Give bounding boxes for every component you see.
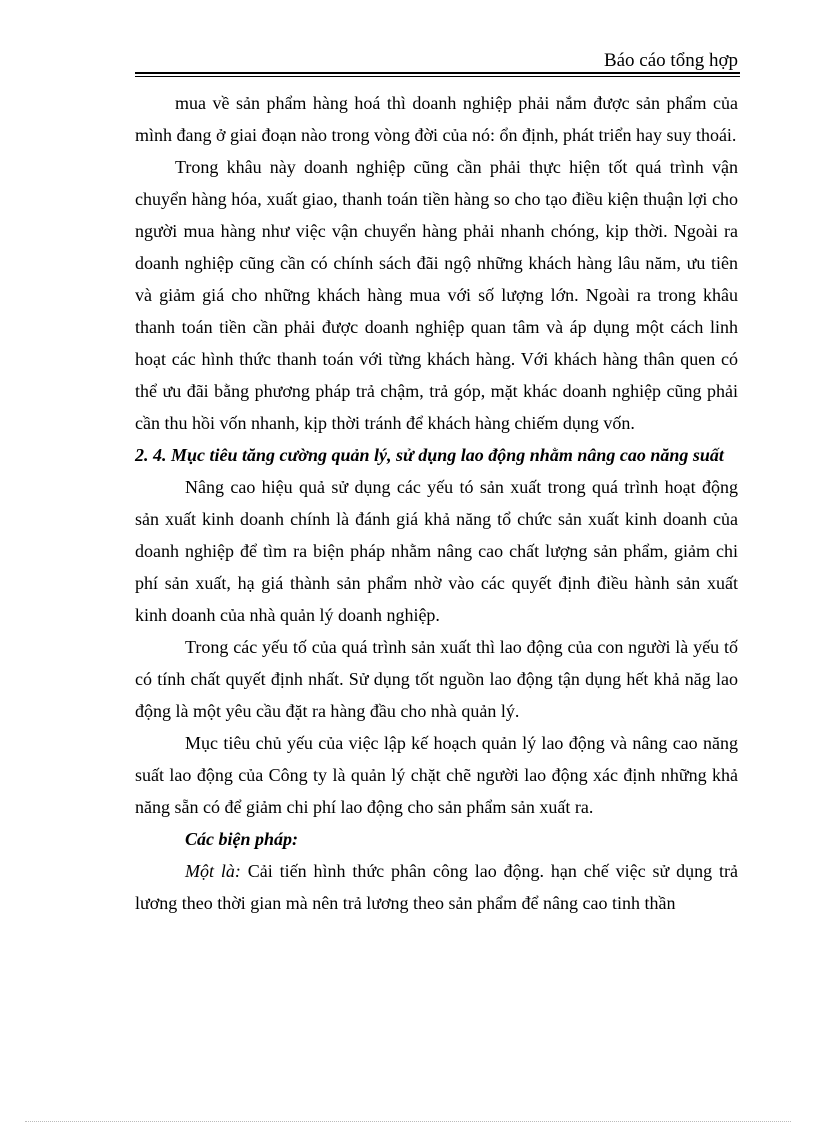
- paragraph-5: Mục tiêu chủ yếu của việc lập kế hoạch quản lý lao động và nâng cao năng suất lao động của Công ty là quản lý chặt chẽ người lao động xác định những khả năng sẵn có để giảm chi phí lao động cho sản phẩm sản xuất ra.: [135, 733, 738, 817]
- section-heading: 2. 4. Mục tiêu tăng cường quản lý, sử dụng lao động nhằm nâng cao năng suất: [135, 445, 724, 465]
- header-rule-thin: [135, 76, 740, 77]
- paragraph-3: Nâng cao hiệu quả sử dụng các yếu tó sản xuất trong quá trình hoạt động sản xuất kinh doanh chính là đánh giá khả năng tổ chức sản xuất kinh doanh của doanh nghiệp để tìm ra biện pháp nhằm nâng cao chất lượng sản phẩm, giảm chi phí sản xuất, hạ giá thành sản phẩm nhờ vào các quyết định điều hành sản xuất kinh doanh của nhà quản lý doanh nghiệp.: [135, 477, 738, 625]
- paragraph-4: Trong các yếu tố của quá trình sản xuất thì lao động của con người là yếu tố có tính chất quyết định nhất. Sử dụng tốt nguồn lao động tận dụng hết khả năg lao động là một yêu cầu đặt ra hàng đầu cho nhà quản lý.: [135, 637, 738, 721]
- paragraph-6-text: Cải tiến hình thức phân công lao động. hạn chế việc sử dụng trả lương theo thời gian mà nên trả lương theo sản phẩm để nâng cao tinh thần: [135, 861, 738, 913]
- paragraph-1: mua về sản phẩm hàng hoá thì doanh nghiệp phải nắm được sản phẩm của mình đang ở giai đoạn nào trong vòng đời của nó: ổn định, phát triển hay suy thoái.: [135, 93, 738, 145]
- paragraph-6: [135, 855, 738, 919]
- paragraph-2: Trong khâu này doanh nghiệp cũng cần phải thực hiện tốt quá trình vận chuyển hàng hóa, xuất giao, thanh toán tiền hàng so cho tạo điều kiện thuận lợi cho người mua hàng như việc vận chuyển hàng phải nhanh chóng, kịp thời. Ngoài ra doanh nghiệp cũng cần có chính sách đãi ngộ những khách hàng lâu năm, ưu tiên và giảm giá cho những khách hàng mua với số lượng lớn. Ngoài ra trong khâu thanh toán tiền cần phải được doanh nghiệp quan tâm và áp dụng một cách linh hoạt các hình thức thanh toán với từng khách hàng. Với khách hàng thân quen có thể ưu đãi bằng phương pháp trả chậm, trả góp, mặt khác doanh nghiệp cũng phải cần thu hồi vốn nhanh, kịp thời tránh để khách hàng chiếm dụng vốn.: [135, 157, 738, 433]
- page-bottom-border: [25, 1121, 791, 1122]
- paragraph-6-lead: Một là:: [185, 861, 241, 881]
- subheading-measures: Các biện pháp:: [185, 829, 299, 849]
- document-body: [135, 87, 738, 919]
- header-title: Báo cáo tổng hợp: [603, 50, 738, 71]
- page-header: [135, 48, 740, 78]
- header-rule-thick: [135, 72, 740, 74]
